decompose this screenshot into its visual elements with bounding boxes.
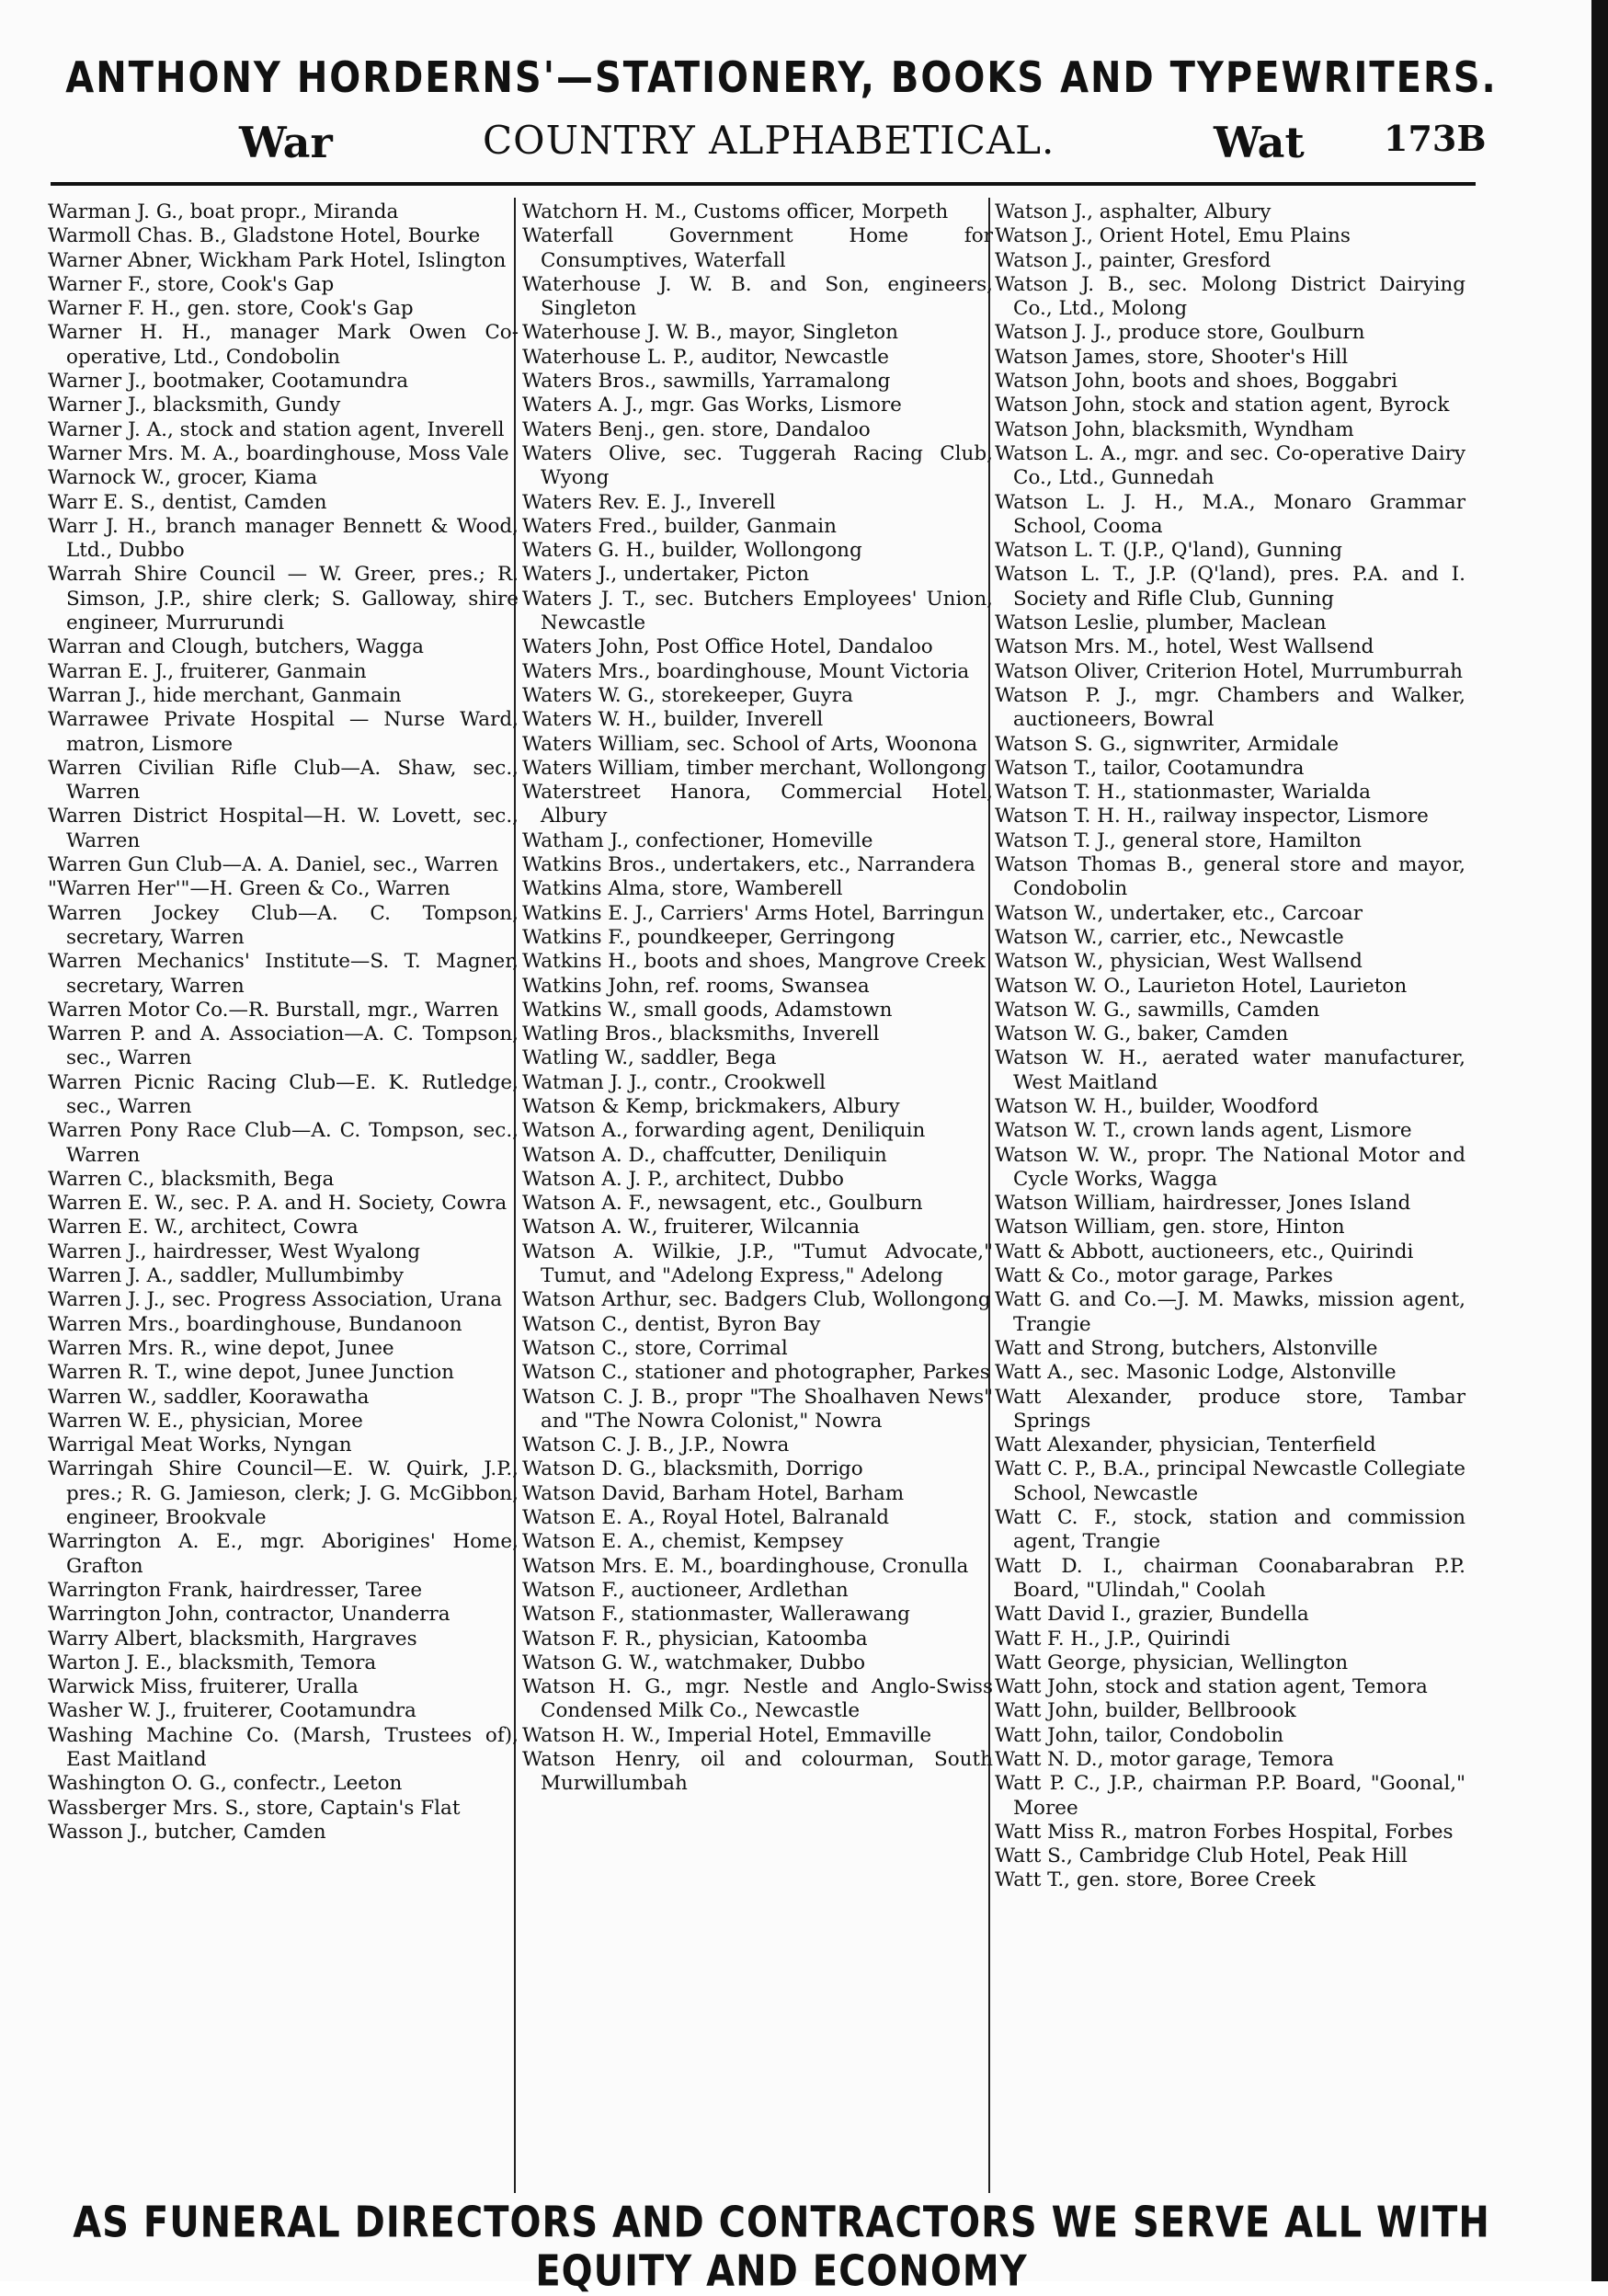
directory-entry: Watson L. A., mgr. and sec. Co-operative Dairy Co., Ltd., Gunnedah	[995, 441, 1465, 490]
directory-column-1	[48, 200, 519, 1845]
directory-entry: Warner J., bootmaker, Cootamundra	[48, 370, 409, 394]
directory-entry: Warren C., blacksmith, Bega	[48, 1167, 335, 1191]
header-rule	[51, 182, 1476, 186]
directory-entry: Watson John, boots and shoes, Boggabri	[995, 370, 1397, 394]
directory-entry: Watson W., undertaker, etc., Carcoar	[995, 901, 1363, 925]
directory-entry: Warren R. T., wine depot, Junee Junction	[48, 1361, 454, 1385]
directory-entry: Watson F. R., physician, Katoomba	[522, 1627, 868, 1651]
directory-entry: Watson Mrs. E. M., boardinghouse, Cronulla	[522, 1554, 969, 1578]
directory-entry: Watt & Abbott, auctioneers, etc., Quirindi	[995, 1239, 1414, 1263]
directory-entry: Warner J. A., stock and station agent, Inverell	[48, 417, 505, 441]
directory-entry: Waterstreet Hanora, Commercial Hotel, Albury	[522, 781, 993, 828]
page-edge-shadow	[1591, 0, 1608, 2281]
directory-entry: Wassberger Mrs. S., store, Captain's Flat	[48, 1796, 461, 1820]
directory-entry: Watson W. G., baker, Camden	[995, 1022, 1289, 1046]
directory-entry: Warren Civilian Rifle Club—A. Shaw, sec., Warren	[48, 756, 519, 805]
directory-entry: Watson L. T. (J.P., Q'land), Gunning	[995, 539, 1343, 563]
directory-entry: Watson James, store, Shooter's Hill	[995, 345, 1349, 369]
directory-entry: Watkins Alma, store, Wamberell	[522, 877, 843, 901]
directory-entry: Waters A. J., mgr. Gas Works, Lismore	[522, 394, 902, 417]
directory-entry: Watkins H., boots and shoes, Mangrove Creek	[522, 950, 986, 974]
directory-entry: Waters William, timber merchant, Wollongong	[522, 756, 986, 780]
directory-entry: Watson J., Orient Hotel, Emu Plains	[995, 224, 1351, 248]
directory-entry: Watson John, stock and station agent, Byrock	[995, 394, 1450, 417]
directory-entry: Watson Mrs. M., hotel, West Wallsend	[995, 635, 1374, 659]
directory-entry: Watson Oliver, Criterion Hotel, Murrumburrah	[995, 659, 1464, 683]
directory-entry: Warren Motor Co.—R. Burstall, mgr., Warren	[48, 998, 499, 1022]
directory-entry: Watkins E. J., Carriers' Arms Hotel, Barringun	[522, 901, 985, 925]
directory-entry: Warrington Frank, hairdresser, Taree	[48, 1578, 423, 1602]
directory-entry: Washer W. J., fruiterer, Cootamundra	[48, 1699, 416, 1723]
directory-entry: Watson William, hairdresser, Jones Island	[995, 1192, 1411, 1216]
directory-entry: Watt Miss R., matron Forbes Hospital, Forbes	[995, 1820, 1454, 1844]
directory-entry: Watt & Co., motor garage, Parkes	[995, 1264, 1333, 1288]
directory-entry: Warrigal Meat Works, Nyngan	[48, 1434, 352, 1457]
directory-entry: Watson W., carrier, etc., Newcastle	[995, 925, 1344, 949]
directory-entry: Watson L. T., J.P. (Q'land), pres. P.A. and I. Society and Rifle Club, Gunning	[995, 563, 1465, 611]
directory-entry: Watson C. J. B., J.P., Nowra	[522, 1434, 790, 1457]
directory-entry: Watt C. F., stock, station and commission agent, Trangie	[995, 1506, 1465, 1554]
directory-entry: Watson Arthur, sec. Badgers Club, Wollongong	[522, 1288, 991, 1312]
directory-entry: Watt T., gen. store, Boree Creek	[995, 1868, 1316, 1892]
directory-entry: Warran and Clough, butchers, Wagga	[48, 635, 424, 659]
directory-entry: Watt D. I., chairman Coonabarabran P.P. Board, "Ulindah," Coolah	[995, 1554, 1465, 1602]
directory-entry: Watson W. W., propr. The National Motor and Cycle Works, Wagga	[995, 1143, 1465, 1191]
directory-entry: Warr J. H., branch manager Bennett & Wood, Ltd., Dubbo	[48, 514, 519, 563]
directory-entry: Warren Mrs. R., wine depot, Junee	[48, 1336, 394, 1360]
directory-entry: Warner H. H., manager Mark Owen Co-operative, Ltd., Condobolin	[48, 321, 519, 369]
directory-entry: Warren J., hairdresser, West Wyalong	[48, 1239, 421, 1263]
directory-entry: Watson C. J. B., propr "The Shoalhaven News" and "The Nowra Colonist," Nowra	[522, 1385, 993, 1433]
directory-entry: Washington O. G., confectr., Leeton	[48, 1772, 403, 1796]
directory-entry: Warren W., saddler, Koorawatha	[48, 1385, 370, 1409]
directory-entry: Watkins Bros., undertakers, etc., Narrandera	[522, 853, 975, 877]
directory-entry: Warner Mrs. M. A., boardinghouse, Moss Vale	[48, 441, 509, 465]
directory-entry: Warton J. E., blacksmith, Temora	[48, 1651, 377, 1674]
directory-entry: Watson H. G., mgr. Nestle and Anglo-Swiss Condensed Milk Co., Newcastle	[522, 1675, 993, 1723]
directory-entry: Warrah Shire Council — W. Greer, pres.; R. Simson, J.P., shire clerk; S. Galloway, shire engineer, Murrurundi	[48, 563, 519, 635]
directory-entry: Watson David, Barham Hotel, Barham	[522, 1481, 905, 1505]
directory-entry: Watham J., confectioner, Homeville	[522, 828, 873, 852]
directory-entry: Watson W., physician, West Wallsend	[995, 950, 1363, 974]
directory-entry: Watson William, gen. store, Hinton	[995, 1216, 1345, 1239]
directory-entry: Watson A., forwarding agent, Deniliquin	[522, 1119, 926, 1143]
directory-entry: Watson H. W., Imperial Hotel, Emmaville	[522, 1723, 932, 1747]
directory-entry: Warwick Miss, fruiterer, Uralla	[48, 1675, 359, 1699]
directory-entry: Watson & Kemp, brickmakers, Albury	[522, 1094, 900, 1118]
directory-entry: Watkins John, ref. rooms, Swansea	[522, 974, 870, 998]
directory-entry: Watson C., dentist, Byron Bay	[522, 1312, 821, 1336]
directory-entry: Watson A. F., newsagent, etc., Goulburn	[522, 1192, 923, 1216]
directory-entry: Watchorn H. M., Customs officer, Morpeth	[522, 200, 949, 223]
directory-entry: Warran E. J., fruiterer, Ganmain	[48, 659, 367, 683]
directory-entry: Waters J., undertaker, Picton	[522, 563, 810, 587]
directory-entry: Warren Picnic Racing Club—E. K. Rutledge, sec., Warren	[48, 1070, 519, 1118]
directory-entry: Waterhouse J. W. B., mayor, Singleton	[522, 321, 898, 345]
directory-entry: Warmoll Chas. B., Gladstone Hotel, Bourke	[48, 224, 481, 248]
directory-entry: Watson W. H., aerated water manufacturer, West Maitland	[995, 1046, 1465, 1094]
directory-entry: Waterfall Government Home for Consumptives, Waterfall	[522, 224, 993, 272]
directory-entry: Waters W. G., storekeeper, Guyra	[522, 683, 853, 707]
directory-entry: Watt Alexander, produce store, Tambar Springs	[995, 1385, 1465, 1433]
directory-entry: Washing Machine Co. (Marsh, Trustees of), East Maitland	[48, 1723, 519, 1771]
directory-entry: Waters W. H., builder, Inverell	[522, 708, 824, 732]
directory-entry: Watt S., Cambridge Club Hotel, Peak Hill	[995, 1845, 1408, 1868]
directory-entry: Warrawee Private Hospital — Nurse Ward, matron, Lismore	[48, 708, 519, 756]
directory-entry: Watt N. D., motor garage, Temora	[995, 1748, 1334, 1771]
page-number: 173B	[1384, 118, 1487, 159]
directory-entry: Watson Henry, oil and colourman, South Murwillumbah	[522, 1748, 993, 1796]
directory-entry: Waters J. T., sec. Butchers Employees' Union, Newcastle	[522, 587, 993, 635]
head-first-word: War	[239, 118, 333, 167]
directory-entry: Waters John, Post Office Hotel, Dandaloo	[522, 635, 933, 659]
directory-entry: Watson W. G., sawmills, Camden	[995, 998, 1320, 1022]
directory-entry: Watson S. G., signwriter, Armidale	[995, 732, 1340, 756]
directory-entry: Watt Alexander, physician, Tenterfield	[995, 1434, 1376, 1457]
directory-entry: Warren District Hospital—H. W. Lovett, sec., Warren	[48, 805, 519, 852]
directory-entry: Watson E. A., chemist, Kempsey	[522, 1530, 844, 1554]
directory-entry: Watson A. D., chaffcutter, Deniliquin	[522, 1143, 887, 1167]
top-advertisement: ANTHONY HORDERNS'—STATIONERY, BOOKS AND TYPEWRITERS.	[65, 53, 1498, 103]
directory-entry: Warren Mrs., boardinghouse, Bundanoon	[48, 1312, 462, 1336]
directory-entry: Warren E. W., architect, Cowra	[48, 1216, 359, 1239]
directory-entry: Warman J. G., boat propr., Miranda	[48, 200, 399, 223]
directory-entry: Watt David I., grazier, Bundella	[995, 1603, 1309, 1627]
directory-entry: Watt John, stock and station agent, Temora	[995, 1675, 1428, 1699]
directory-entry: Wasson J., butcher, Camden	[48, 1820, 326, 1844]
directory-entry: Watson D. G., blacksmith, Dorrigo	[522, 1457, 863, 1481]
directory-entry: Waters Mrs., boardinghouse, Mount Victoria	[522, 659, 970, 683]
directory-entry: Watson G. W., watchmaker, Dubbo	[522, 1651, 866, 1674]
directory-entry: Warrington A. E., mgr. Aborigines' Home, Grafton	[48, 1530, 519, 1578]
directory-entry: Watson T. H. H., railway inspector, Lismore	[995, 805, 1429, 828]
bottom-advertisement: AS FUNERAL DIRECTORS AND CONTRACTORS WE SERVE ALL WITH EQUITY AND ECONOMY	[73, 2199, 1490, 2296]
directory-entry: Warnock W., grocer, Kiama	[48, 466, 318, 490]
directory-entry: Warren W. E., physician, Moree	[48, 1409, 363, 1433]
directory-entry: Waters Bros., sawmills, Yarramalong	[522, 370, 891, 394]
head-last-word: Wat	[1214, 118, 1305, 167]
directory-column-2	[522, 200, 993, 1797]
directory-entry: Watt and Strong, butchers, Alstonville	[995, 1336, 1378, 1360]
directory-entry: Watt C. P., B.A., principal Newcastle Collegiate School, Newcastle	[995, 1457, 1465, 1505]
directory-entry: Warren Pony Race Club—A. C. Tompson, sec., Warren	[48, 1119, 519, 1167]
directory-entry: Watson Thomas B., general store and mayor, Condobolin	[995, 853, 1465, 901]
directory-entry: Watson F., auctioneer, Ardlethan	[522, 1578, 849, 1602]
directory-entry: Watson A. Wilkie, J.P., "Tumut Advocate," Tumut, and "Adelong Express," Adelong	[522, 1239, 993, 1288]
directory-entry: Warry Albert, blacksmith, Hargraves	[48, 1627, 417, 1651]
directory-entry: Warrington John, contractor, Unanderra	[48, 1603, 450, 1627]
directory-entry: "Warren Her'"—H. Green & Co., Warren	[48, 877, 450, 901]
directory-entry: Warner F. H., gen. store, Cook's Gap	[48, 297, 414, 321]
directory-entry: Warren Mechanics' Institute—S. T. Magner, secretary, Warren	[48, 950, 519, 998]
directory-entry: Watson F., stationmaster, Wallerawang	[522, 1603, 910, 1627]
directory-entry: Watson Leslie, plumber, Maclean	[995, 611, 1327, 635]
directory-column-3	[995, 200, 1465, 1893]
directory-entry: Watson W. H., builder, Woodford	[995, 1094, 1319, 1118]
directory-entry: Watt G. and Co.—J. M. Mawks, mission agent, Trangie	[995, 1288, 1465, 1336]
directory-entry: Watson P. J., mgr. Chambers and Walker, auctioneers, Bowral	[995, 683, 1465, 732]
directory-entry: Warringah Shire Council—E. W. Quirk, J.P., pres.; R. G. Jamieson, clerk; J. G. McGibbon, engineer, Brookvale	[48, 1457, 519, 1530]
directory-entry: Watson L. J. H., M.A., Monaro Grammar School, Cooma	[995, 490, 1465, 538]
directory-entry: Warren J. A., saddler, Mullumbimby	[48, 1264, 404, 1288]
directory-entry: Watt P. C., J.P., chairman P.P. Board, "Goonal," Moree	[995, 1772, 1465, 1820]
directory-entry: Warren P. and A. Association—A. C. Tompson, sec., Warren	[48, 1022, 519, 1070]
directory-entry: Watling W., saddler, Bega	[522, 1046, 777, 1070]
directory-entry: Warner J., blacksmith, Gundy	[48, 394, 341, 417]
directory-entry: Watling Bros., blacksmiths, Inverell	[522, 1022, 880, 1046]
directory-entry: Waters Benj., gen. store, Dandaloo	[522, 417, 871, 441]
directory-entry: Warren Gun Club—A. A. Daniel, sec., Warren	[48, 853, 499, 877]
directory-entry: Warran J., hide merchant, Ganmain	[48, 683, 402, 707]
directory-entry: Warren Jockey Club—A. C. Tompson, secretary, Warren	[48, 901, 519, 949]
directory-entry: Waterhouse J. W. B. and Son, engineers, Singleton	[522, 272, 993, 321]
directory-entry: Watman J. J., contr., Crookwell	[522, 1070, 827, 1094]
directory-entry: Watt F. H., J.P., Quirindi	[995, 1627, 1231, 1651]
directory-entry: Watson J. J., produce store, Goulburn	[995, 321, 1365, 345]
directory-entry: Waters Olive, sec. Tuggerah Racing Club, Wyong	[522, 441, 993, 490]
directory-entry: Watson C., store, Corrimal	[522, 1336, 788, 1360]
directory-entry: Watkins W., small goods, Adamstown	[522, 998, 893, 1022]
running-head	[55, 118, 1487, 175]
directory-entry: Watson John, blacksmith, Wyndham	[995, 417, 1354, 441]
directory-entry: Watson E. A., Royal Hotel, Balranald	[522, 1506, 890, 1530]
directory-entry: Warren E. W., sec. P. A. and H. Society, Cowra	[48, 1192, 507, 1216]
directory-entry: Warren J. J., sec. Progress Association, Urana	[48, 1288, 503, 1312]
directory-entry: Watson A. J. P., architect, Dubbo	[522, 1167, 844, 1191]
directory-entry: Watkins F., poundkeeper, Gerringong	[522, 925, 895, 949]
directory-entry: Waters G. H., builder, Wollongong	[522, 539, 862, 563]
directory-entry: Watt John, builder, Bellbroook	[995, 1699, 1296, 1723]
directory-entry: Watson J., asphalter, Albury	[995, 200, 1272, 223]
directory-entry: Warner Abner, Wickham Park Hotel, Islington	[48, 248, 507, 272]
directory-entry: Watt John, tailor, Condobolin	[995, 1723, 1284, 1747]
directory-entry: Watson A. W., fruiterer, Wilcannia	[522, 1216, 861, 1239]
directory-entry: Waters Rev. E. J., Inverell	[522, 490, 776, 514]
directory-entry: Waters William, sec. School of Arts, Woonona	[522, 732, 978, 756]
section-title: COUNTRY ALPHABETICAL.	[483, 118, 1055, 163]
directory-entry: Warner F., store, Cook's Gap	[48, 272, 335, 296]
directory-entry: Watt George, physician, Wellington	[995, 1651, 1349, 1674]
directory-entry: Watson W. T., crown lands agent, Lismore	[995, 1119, 1412, 1143]
directory-entry: Warr E. S., dentist, Camden	[48, 490, 327, 514]
directory-entry: Waters Fred., builder, Ganmain	[522, 514, 837, 538]
directory-entry: Watson T., tailor, Cootamundra	[995, 756, 1305, 780]
directory-entry: Waterhouse L. P., auditor, Newcastle	[522, 345, 890, 369]
directory-entry: Watson W. O., Laurieton Hotel, Laurieton	[995, 974, 1408, 998]
directory-entry: Watt A., sec. Masonic Lodge, Alstonville	[995, 1361, 1397, 1385]
directory-entry: Watson J. B., sec. Molong District Dairying Co., Ltd., Molong	[995, 272, 1465, 321]
directory-entry: Watson J., painter, Gresford	[995, 248, 1272, 272]
directory-entry: Watson T. H., stationmaster, Warialda	[995, 781, 1371, 805]
directory-entry: Watson T. J., general store, Hamilton	[995, 828, 1362, 852]
directory-entry: Watson C., stationer and photographer, Parkes	[522, 1361, 990, 1385]
